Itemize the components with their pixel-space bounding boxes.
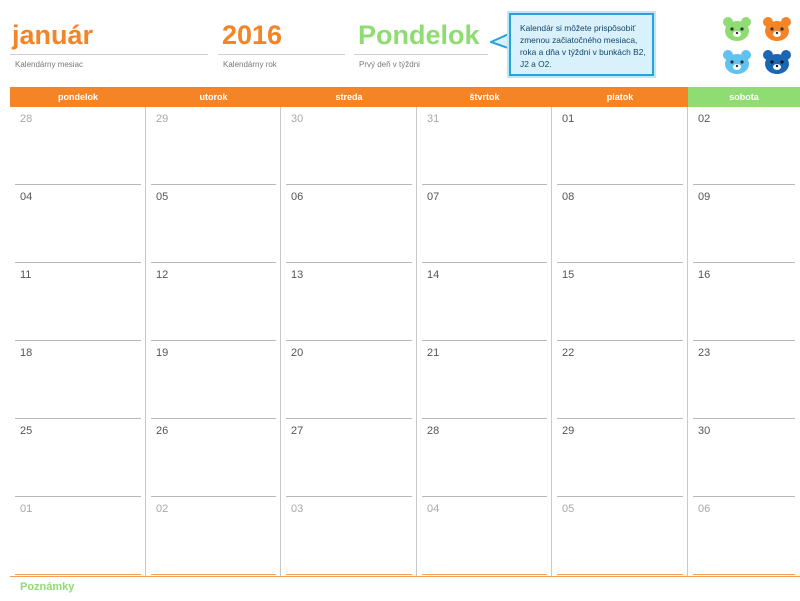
day-cell[interactable] [146,419,281,497]
day-cell[interactable] [552,341,688,419]
day-number: 05 [562,503,575,515]
day-cell[interactable] [281,263,417,341]
day-number: 09 [698,191,711,203]
month-value[interactable]: január [12,20,94,50]
day-number: 02 [698,113,711,125]
day-number: 25 [20,425,33,437]
bear-orange-icon [762,16,792,42]
year-field[interactable] [218,16,345,69]
day-cell[interactable] [552,107,688,185]
first-day-value[interactable]: Pondelok [358,20,480,50]
day-cell[interactable] [281,419,417,497]
day-header-pondelok: pondelok [10,87,146,107]
weekday-header [10,87,800,107]
day-cell[interactable] [417,185,552,263]
day-number: 19 [156,347,169,359]
day-cell[interactable] [552,419,688,497]
day-cell[interactable] [146,263,281,341]
day-number: 30 [291,113,304,125]
day-cell[interactable] [281,341,417,419]
day-cell[interactable] [10,341,146,419]
day-cell[interactable] [417,263,552,341]
day-number: 29 [156,113,169,125]
day-cell[interactable] [552,185,688,263]
day-number: 05 [156,191,169,203]
cell-underline [557,574,683,575]
day-header-piatok: piatok [552,87,688,107]
day-header-utorok: utorok [146,87,281,107]
bear-green-icon [722,16,752,42]
day-cell[interactable] [417,419,552,497]
day-number: 29 [562,425,575,437]
day-number: 04 [427,503,440,515]
day-cell[interactable] [10,107,146,185]
day-number: 01 [20,503,33,515]
day-cell[interactable] [688,107,800,185]
day-cell[interactable] [688,497,800,575]
day-header-sobota: sobota [688,87,800,107]
day-number: 30 [698,425,711,437]
day-number: 28 [427,425,440,437]
notes-label: Poznámky [20,581,75,593]
day-number: 08 [562,191,575,203]
year-underline [218,54,345,55]
day-number: 31 [427,113,440,125]
day-cell[interactable] [146,107,281,185]
day-number: 15 [562,269,575,281]
day-cell[interactable] [146,185,281,263]
cell-underline [286,574,412,575]
bear-dark-blue-icon [762,49,792,75]
day-number: 21 [427,347,440,359]
year-caption: Kalendárny rok [223,60,277,69]
day-number: 16 [698,269,711,281]
day-number: 06 [698,503,711,515]
day-number: 18 [20,347,33,359]
day-number: 26 [156,425,169,437]
day-number: 22 [562,347,575,359]
cell-underline [693,574,795,575]
first-day-underline [354,54,488,55]
day-cell[interactable] [552,263,688,341]
cell-underline [151,574,276,575]
bear-light-blue-icon [722,49,752,75]
day-cell[interactable] [417,107,552,185]
day-cell[interactable] [281,107,417,185]
calendar-grid [10,107,800,576]
day-cell[interactable] [552,497,688,575]
day-cell[interactable] [417,341,552,419]
day-cell[interactable] [688,419,800,497]
day-number: 01 [562,113,575,125]
day-cell[interactable] [417,497,552,575]
day-cell[interactable] [146,341,281,419]
day-cell[interactable] [281,185,417,263]
day-cell[interactable] [281,497,417,575]
day-number: 07 [427,191,440,203]
first-day-caption: Prvý deň v týždni [359,60,420,69]
day-number: 28 [20,113,33,125]
day-cell[interactable] [10,185,146,263]
year-value[interactable]: 2016 [222,20,283,50]
day-cell[interactable] [688,263,800,341]
day-header-stvrtok: štvrtok [417,87,552,107]
day-number: 27 [291,425,304,437]
day-cell[interactable] [10,263,146,341]
month-underline [10,54,208,55]
day-number: 03 [291,503,304,515]
day-cell[interactable] [688,185,800,263]
day-cell[interactable] [146,497,281,575]
day-header-streda: streda [281,87,417,107]
day-number: 23 [698,347,711,359]
day-cell[interactable] [10,497,146,575]
cell-underline [15,574,141,575]
tip-text: Kalendár si môžete prispôsobiť zmenou začiatočného mesiaca, roka a dňa v týždni v bunkách B2, J2 a O2. [520,23,646,69]
month-field[interactable] [10,16,208,69]
day-number: 02 [156,503,169,515]
day-cell[interactable] [688,341,800,419]
day-number: 04 [20,191,33,203]
first-day-field[interactable] [354,16,488,69]
day-number: 06 [291,191,304,203]
day-cell[interactable] [10,419,146,497]
day-number: 11 [20,269,32,281]
day-number: 20 [291,347,304,359]
notes-section[interactable] [10,576,800,601]
month-caption: Kalendárny mesiac [15,60,84,69]
day-number: 13 [291,269,304,281]
tip-callout [509,13,654,76]
cell-underline [422,574,547,575]
day-number: 12 [156,269,169,281]
day-number: 14 [427,269,440,281]
